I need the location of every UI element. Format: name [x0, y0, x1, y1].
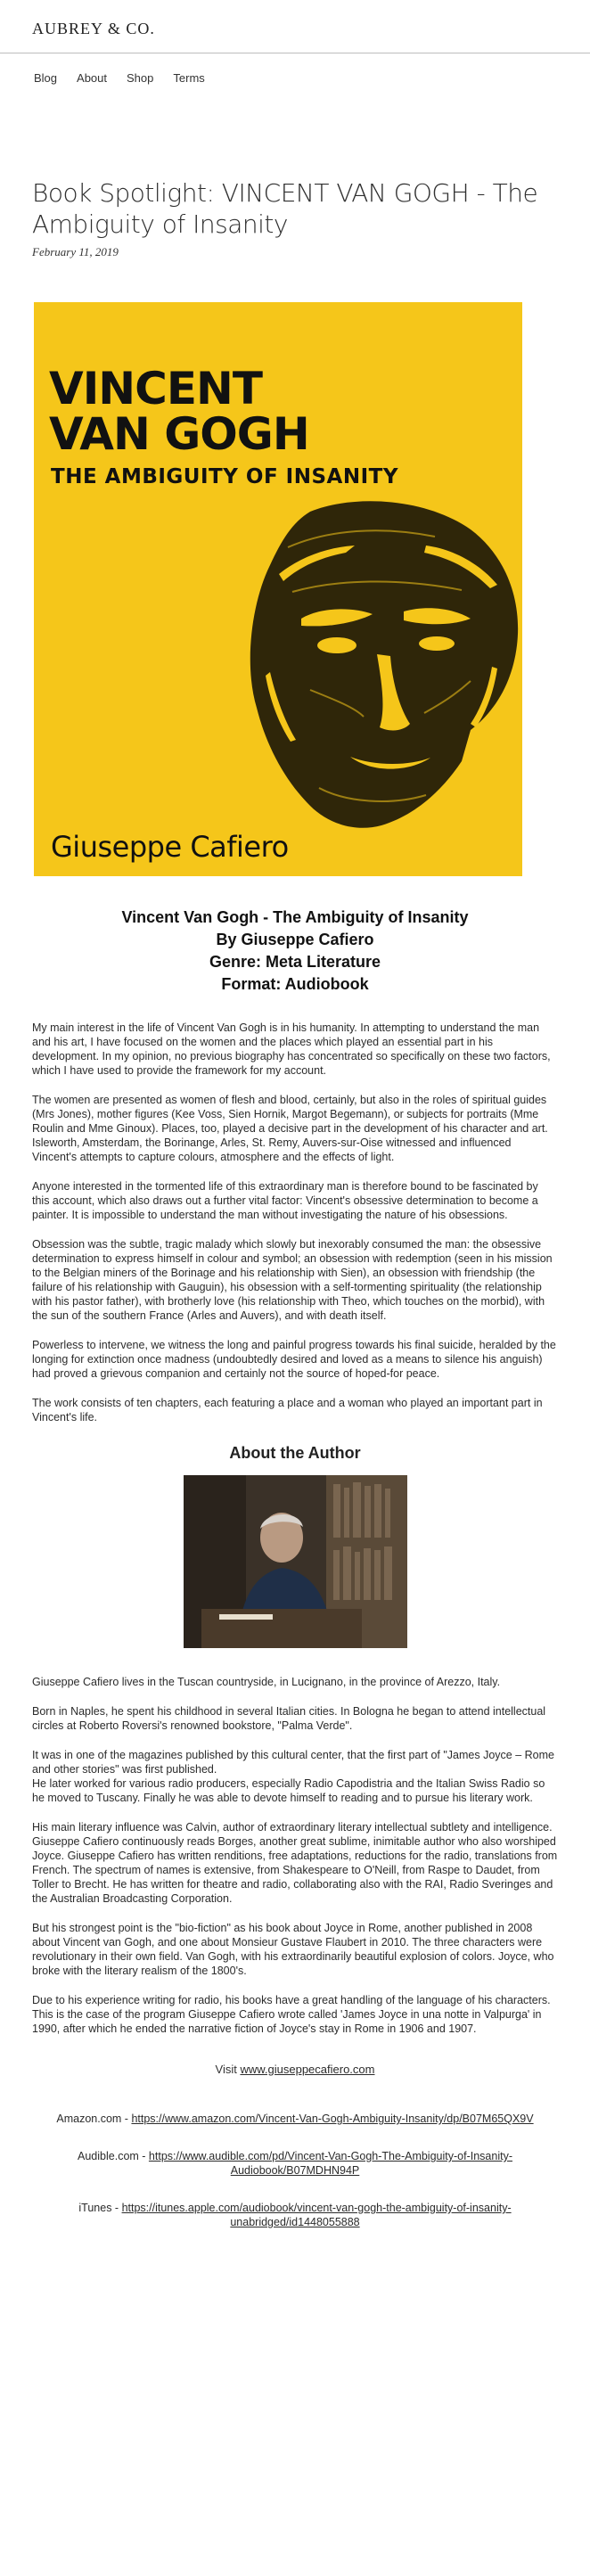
book-info-author: By Giuseppe Cafiero — [216, 931, 374, 948]
author-photo-illustration — [184, 1475, 407, 1648]
author-paragraph: Due to his experience writing for radio, his books have a great handling of the language of his characters. This is the case of the program Giuseppe Cafiero wrote called 'James Joyce in una notte in Valpurga' in 1990, after which he ended the narrative fiction of Joyce's stay in Rome in 1906 and 1907. — [32, 1994, 551, 2035]
book-info-format: Format: Audiobook — [221, 975, 369, 993]
description-paragraph: My main interest in the life of Vincent Van Gogh is in his humanity. In attempting to understand the man and his art, I have focused on the women and the places which played an essential part in his development. In my opinion, no previous biography has concentrated so specifically on these two factors, which I have used to provide the framework for my account. — [32, 1021, 551, 1077]
nav-item-shop[interactable]: Shop — [127, 71, 154, 85]
author-paragraph: But his strongest point is the "bio-fiction" as his book about Joyce in Rome, another published in 2008 about Vincent van Gogh, and one about Monsieur Gustave Flaubert in 2010. The three characters were revolutionary in their own field. Van Gogh, with his extraordinarily beautiful explosion of colors. Joyce, who broke with the literary realism of the 1800's. — [32, 1922, 554, 1977]
itunes-listing — [53, 2201, 537, 2229]
nav-item-blog[interactable]: Blog — [34, 71, 58, 85]
amazon-label: Amazon.com - — [56, 2112, 132, 2125]
cover-title-line2: VAN GOGH — [49, 408, 309, 460]
site-brand[interactable]: AUBREY & CO. — [32, 20, 155, 37]
cover-subtitle: THE AMBIGUITY OF INSANITY — [51, 465, 398, 488]
amazon-link[interactable]: https://www.amazon.com/Vincent-Van-Gogh-Ambiguity-Insanity/dp/B07M65QX9V — [131, 2112, 534, 2125]
description-paragraph: The women are presented as women of flesh and blood, certainly, but also in the roles of spiritual guides (Mrs Jones), mother figures (Kee Voss, Sien Hornik, Margot Begemann), or subjects for portraits (Mme Roulin and Mme Ginoux). Places, too, played a decisive part in the development of his character and art. Isleworth, Amsterdam, the Borinange, Arles, St. Remy, Auvers-sur-Oise witnessed and influenced Vincent's attempts to capture colours, atmosphere and the effects of light. — [32, 1094, 548, 1163]
description-paragraph: The work consists of ten chapters, each featuring a place and a woman who played an important part in Vincent's life. — [32, 1397, 543, 1423]
van-gogh-portrait-illustration — [203, 494, 522, 833]
description-paragraph: Obsession was the subtle, tragic malady which slowly but inexorably consumed the man: the obsessive determination to express himself in colour and symbol; an obsession with redemption (seen in his mission to the Belgian miners of the Borinage and his relationship with Sien), an obsession with friendship (the failure of his relationship with Gauguin), his obsession with a self-tormenting spirituality (the relationship with his pastor father), with brotherly love (his relationship with Theo, which touches on the morbid), with the sun of the southern France (Arles and Auvers), and with death itself. — [32, 1238, 553, 1322]
itunes-link[interactable]: https://itunes.apple.com/audiobook/vincent-van-gogh-the-ambiguity-of-insanity-unabridged/id1448055888 — [121, 2202, 512, 2228]
book-info — [0, 907, 590, 996]
site-header — [0, 0, 590, 53]
description-paragraph: Powerless to intervene, we witness the long and painful progress towards his final suicide, heralded by the longing for extinction once madness (undoubtedly desired and loved as a means to silence his anguish) had proved a grievous companion and certainly not the source of hoped-for peace. — [32, 1339, 556, 1380]
book-description — [0, 1021, 590, 2036]
nav-item-terms[interactable]: Terms — [173, 71, 205, 85]
cover-author: Giuseppe Cafiero — [51, 830, 289, 864]
itunes-label: iTunes - — [78, 2202, 122, 2214]
author-photo — [184, 1475, 407, 1648]
book-info-title: Vincent Van Gogh - The Ambiguity of Insanity — [121, 908, 469, 926]
nav-item-about[interactable]: About — [77, 71, 108, 85]
post-date: February 11, 2019 — [32, 245, 119, 258]
audible-label: Audible.com - — [78, 2150, 149, 2162]
about-author-heading: About the Author — [229, 1444, 361, 1462]
author-paragraph: Born in Naples, he spent his childhood in several Italian cities. In Bologna he began to attend intellectual circles at Roberto Roversi's renowned bookstore, "Palma Verde". — [32, 1705, 546, 1732]
author-paragraph: It was in one of the magazines published by this cultural center, that the first part of "James Joyce – Rome and other stories" was first published. He later worked for various radio producers, especially Radio Capodistria and the Italian Swiss Radio so he moved to Tuscany. Finally he was able to devote himself to reading and to pursue his literary work. — [32, 1749, 554, 1804]
main-nav — [0, 53, 590, 85]
visit-author-site — [0, 2063, 590, 2076]
description-paragraph: Anyone interested in the tormented life of this extraordinary man is therefore bound to be fascinated by this account, which also draws out a further vital factor: Vincent's obsessive determination to become a painter. It is impossible to understand the man without investigating the nature of his obsessions. — [32, 1180, 538, 1221]
audible-listing — [53, 2149, 537, 2178]
amazon-listing — [53, 2112, 537, 2126]
audible-link[interactable]: https://www.audible.com/pd/Vincent-Van-Gogh-The-Ambiguity-of-Insanity-Audiobook/B07MDHN94P — [148, 2150, 512, 2177]
author-website-link[interactable]: www.giuseppecafiero.com — [240, 2063, 375, 2076]
cover-title-line1: VINCENT — [49, 363, 262, 414]
book-info-genre: Genre: Meta Literature — [209, 953, 381, 971]
visit-prefix: Visit — [215, 2063, 241, 2076]
cover-title — [49, 363, 309, 460]
book-cover-image — [34, 302, 522, 876]
author-paragraph: Giuseppe Cafiero lives in the Tuscan countryside, in Lucignano, in the province of Arezzo, Italy. — [32, 1676, 501, 1688]
author-paragraph: His main literary influence was Calvin, author of extraordinary literary intellectual subtlety and intelligence. Giuseppe Cafiero continuously reads Borges, another great sublime, inimitable author who also worshiped Joyce. Giuseppe Cafiero has written renditions, free adaptations, reductions for the radio, translations from French. The spectrum of names is extensive, from Shakespeare to O'Neill, from Raspe to Daudet, from Toller to Brecht. He has written for theatre and radio, collaborating also with the RAI, Radio Sveringes and the Australian Broadcasting Corporation. — [32, 1821, 558, 1905]
post-title: Book Spotlight: VINCENT VAN GOGH - The Ambiguity of Insanity — [32, 178, 538, 239]
